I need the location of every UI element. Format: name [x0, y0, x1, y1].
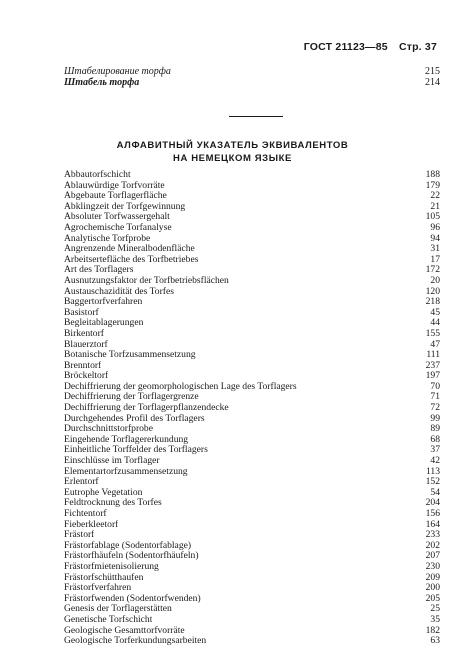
- entry-page: 205: [425, 592, 440, 604]
- list-item: [64, 276, 440, 287]
- entry-term: Durchgehendes Profil des Torflagers: [64, 413, 205, 424]
- entry-term: Dechiffrierung der geomorphologischen Lage des Torflagers: [64, 381, 297, 392]
- list-item: [64, 77, 440, 88]
- list-item: [64, 318, 440, 329]
- entry-term: Bröckeltorf: [64, 371, 109, 382]
- entry-page: 214: [425, 77, 440, 88]
- entry-page: 22: [430, 190, 440, 202]
- list-item: [64, 392, 440, 403]
- entry-term: Abbautorfschicht: [64, 170, 131, 180]
- list-item: [64, 170, 440, 181]
- list-item: [64, 604, 440, 615]
- list-item: [64, 340, 440, 351]
- entry-page: 105: [425, 211, 440, 223]
- entry-term: Durchschnittstorfprobe: [64, 424, 153, 435]
- entry-page: 156: [425, 508, 440, 519]
- list-item: [64, 287, 440, 298]
- entry-term: Agrochemische Torfanalyse: [64, 222, 172, 233]
- entry-page: 42: [430, 455, 440, 467]
- list-item: [64, 445, 440, 456]
- entry-page: 17: [430, 253, 440, 265]
- section-title: [0, 139, 465, 165]
- list-item: [64, 530, 440, 541]
- entry-term: Einschlüsse im Torflager: [64, 456, 160, 467]
- list-item: [64, 244, 440, 255]
- entry-page: 207: [425, 550, 440, 562]
- entry-term: Frästorf: [64, 530, 95, 541]
- list-item: [64, 329, 440, 340]
- entry-page: 155: [425, 327, 440, 339]
- list-item: [64, 361, 440, 372]
- entry-page: 20: [430, 274, 440, 286]
- standard-number: ГОСТ 21123—85: [303, 41, 388, 53]
- entry-page: 54: [430, 486, 440, 498]
- entry-page: 215: [425, 66, 440, 77]
- entry-term: Arbeitsertefläche des Torfbetriebes: [64, 254, 199, 265]
- entry-page: 111: [426, 349, 440, 361]
- list-item: [64, 456, 440, 467]
- entry-page: 35: [430, 613, 440, 625]
- section-divider: [229, 116, 283, 117]
- entry-term: Frästorfhäufeln (Sodentorfhäufeln): [64, 551, 199, 562]
- entry-term: Eingehende Torflagererkundung: [64, 434, 189, 445]
- entry-page: 71: [430, 391, 440, 403]
- entry-page: 25: [430, 603, 440, 615]
- entry-page: 44: [430, 317, 440, 329]
- list-item: [64, 371, 440, 382]
- entry-page: 70: [430, 380, 440, 392]
- entry-page: 120: [425, 285, 440, 297]
- list-item: [64, 573, 440, 584]
- entry-page: 89: [430, 423, 440, 435]
- list-item: [64, 562, 440, 573]
- entry-term: Abgebaute Torflagerfläche: [64, 191, 167, 202]
- entry-page: 45: [430, 306, 440, 318]
- entry-term: Brenntorf: [64, 360, 102, 371]
- entry-term: Fichtentorf: [64, 509, 107, 519]
- list-item: [64, 636, 440, 647]
- entry-term: Frästorfschütthaufen: [64, 572, 144, 583]
- entry-term: Ausnutzungsfaktor der Torfbetriebsflächen: [64, 275, 229, 286]
- list-item: [64, 181, 440, 192]
- list-item: [64, 551, 440, 562]
- index-list: [64, 170, 440, 647]
- page-header: [296, 41, 437, 53]
- entry-page: 197: [425, 370, 440, 382]
- list-item: [64, 626, 440, 637]
- list-item: [64, 583, 440, 594]
- list-item: [64, 424, 440, 435]
- entry-page: 63: [430, 635, 440, 647]
- entry-term: Baggertorfverfahren: [64, 297, 143, 308]
- entry-page: 94: [430, 232, 440, 244]
- list-item: [64, 212, 440, 223]
- list-item: [64, 520, 440, 531]
- entry-term: Begleitablagerungen: [64, 318, 144, 329]
- entry-term: Genesis der Torflagerstätten: [64, 604, 172, 615]
- entry-page: 99: [430, 412, 440, 424]
- list-item: [64, 541, 440, 552]
- page-number: Стр. 37: [398, 41, 437, 53]
- list-item: [64, 615, 440, 626]
- entry-page: 182: [425, 624, 440, 636]
- entry-term: Erlentorf: [64, 477, 99, 488]
- entry-term: Angrenzende Mineralbodenfläche: [64, 244, 195, 255]
- list-item: [64, 223, 440, 234]
- entry-term: Feldtrocknung des Torfes: [64, 498, 162, 509]
- entry-page: 72: [430, 402, 440, 414]
- entry-page: 21: [430, 200, 440, 212]
- entry-page: 218: [425, 296, 440, 308]
- entry-term: Botanische Torfzusammensetzung: [64, 350, 196, 361]
- entry-page: 31: [430, 243, 440, 255]
- list-item: [64, 498, 440, 509]
- list-item: [64, 594, 440, 605]
- entry-term: Austauschazidität des Torfes: [64, 286, 174, 297]
- entry-term: Genetische Torfschicht: [64, 614, 153, 625]
- entry-page: 209: [425, 571, 440, 583]
- entry-term: Eutrophe Vegetation: [64, 487, 143, 498]
- entry-page: 96: [430, 221, 440, 233]
- entry-page: 230: [425, 560, 440, 572]
- entry-term: Geologische Gesamttorfvorräte: [64, 625, 185, 636]
- entry-term: Birkentorf: [64, 328, 104, 339]
- list-item: [64, 255, 440, 266]
- list-item: [64, 308, 440, 319]
- entry-page: 179: [425, 179, 440, 191]
- entry-page: 152: [425, 476, 440, 488]
- entry-term: Frästorfablage (Sodentorfablage): [64, 540, 192, 551]
- list-item: [64, 509, 440, 520]
- entry-page: 47: [430, 338, 440, 350]
- entry-page: 233: [425, 529, 440, 541]
- entry-term: Einheitliche Torffelder des Torflagers: [64, 445, 208, 456]
- list-item: [64, 202, 440, 213]
- list-item: [64, 66, 440, 77]
- entry-term: Art des Torflagers: [64, 265, 134, 276]
- entry-term: Analytische Torfprobe: [64, 233, 151, 244]
- entry-term: Ablauwürdige Torfvorräte: [64, 180, 165, 191]
- entry-term: Elementartorfzusammensetzung: [64, 466, 188, 477]
- entry-page: 172: [425, 264, 440, 276]
- entry-term: Blauerztorf: [64, 339, 108, 350]
- list-item: [64, 191, 440, 202]
- entry-term: Frästorfverfahren: [64, 583, 132, 594]
- entry-page: 113: [425, 465, 440, 477]
- entry-term: Frästorfwenden (Sodentorfwenden): [64, 593, 201, 604]
- entry-page: 188: [425, 169, 440, 180]
- list-item: [64, 382, 440, 393]
- list-item: [64, 477, 440, 488]
- list-item: [64, 414, 440, 425]
- list-item: [64, 265, 440, 276]
- entry-term: Штабелирование торфа: [64, 66, 171, 77]
- list-item: [64, 435, 440, 446]
- entry-page: 202: [425, 539, 440, 551]
- entry-page: 37: [430, 444, 440, 456]
- title-line-2: НА НЕМЕЦКОМ ЯЗЫКЕ: [173, 153, 292, 164]
- entry-term: Штабель торфа: [64, 77, 140, 88]
- entry-page: 68: [430, 433, 440, 445]
- entry-page: 204: [425, 497, 440, 509]
- entry-page: 164: [425, 518, 440, 530]
- entry-term: Frästorfmietenisolierung: [64, 561, 159, 572]
- entry-term: Abklingzeit der Torfgewinnung: [64, 201, 186, 212]
- entry-term: Geologische Torferkundungsarbeiten: [64, 636, 207, 647]
- continued-entries: [64, 66, 440, 88]
- entry-term: Fieberkleetorf: [64, 519, 119, 530]
- entry-page: 200: [425, 582, 440, 594]
- list-item: [64, 234, 440, 245]
- list-item: [64, 467, 440, 478]
- entry-term: Dechiffrierung der Torflagergrenze: [64, 392, 199, 403]
- entry-page: 237: [425, 359, 440, 371]
- list-item: [64, 350, 440, 361]
- title-line-1: АЛФАВИТНЫЙ УКАЗАТЕЛЬ ЭКВИВАЛЕНТОВ: [116, 140, 349, 151]
- entry-term: Absoluter Torfwassergehalt: [64, 212, 170, 223]
- list-item: [64, 297, 440, 308]
- list-item: [64, 403, 440, 414]
- entry-term: Dechiffrierung der Torflagerpflanzendecke: [64, 403, 229, 414]
- list-item: [64, 488, 440, 499]
- entry-term: Basistorf: [64, 307, 99, 318]
